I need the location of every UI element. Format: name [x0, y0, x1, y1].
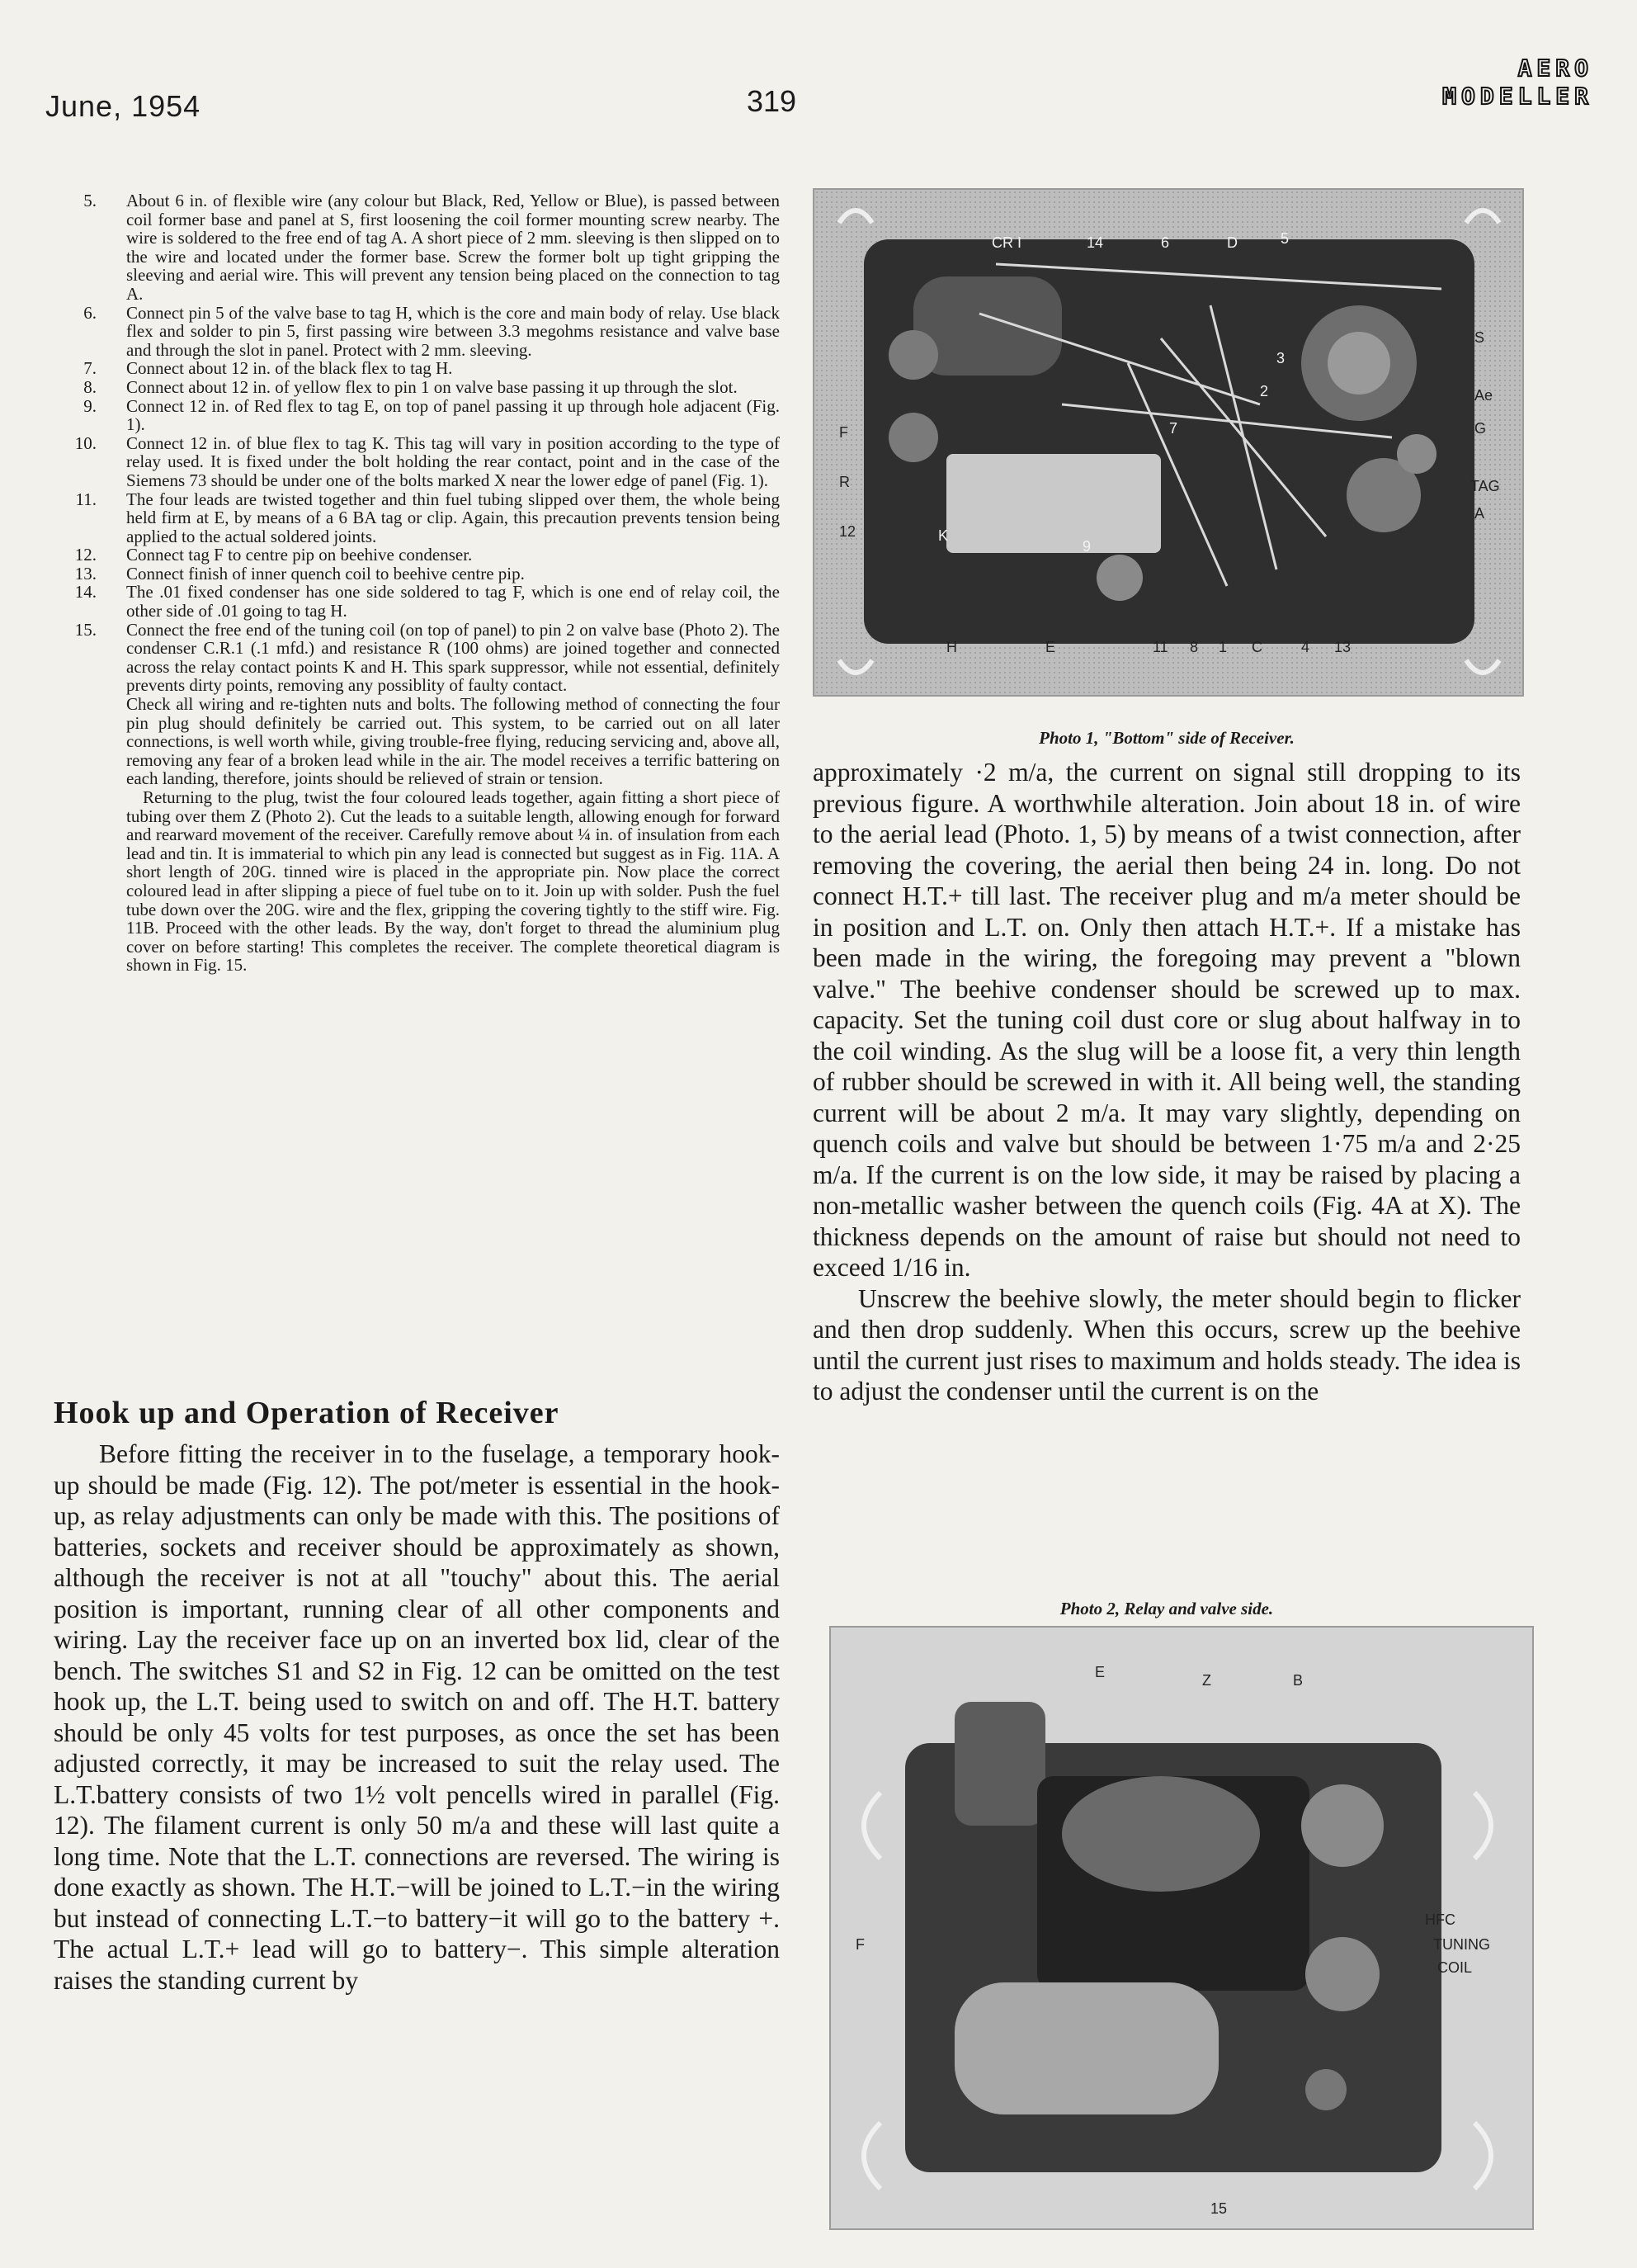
photo1-label-g: G: [1474, 420, 1487, 437]
logo-line-2: MODELLER: [1442, 83, 1593, 110]
plug-paragraph: Returning to the plug, twist the four coloured leads together, again fitting a short piece of tubing over them Z (Photo 2). Cut the leads to a suitable length, allowing enough for forward and rearward movement of the receiver. Carefully remove about ¼ in. of insulation from each lead and tin. It is immaterial to which pin any lead is connected but suggest as in Fig. 11A. A short length of 20G. tinned wire is placed in the appropriate pin. Now place the correct coloured lead in after slipping a piece of fuel tube on to it. Join up with solder. Push the fuel tube down over the 20G. wire and the flex, gripping the covering tightly to the stiff wire. Fig. 11B. Proceed with the other leads. By the way, don't forget to thread the aluminium plug cover on before starting! This completes the receiver. The complete theoretical diagram is shown in Fig. 15.: [126, 787, 780, 976]
photo1-label-c: C: [1252, 639, 1262, 655]
photo1-label-8: 8: [1190, 639, 1199, 655]
photo2-label-b: B: [1293, 1672, 1304, 1689]
photo1-label-k: K: [938, 527, 949, 544]
step-item: 11. The four leads are twisted together and thin fuel tubing slipped over them, the whole being held firm at E, by means of a 6 BA tag or clip. Again, this precaution prevents tension being applied to the actual soldered joints.: [75, 489, 780, 546]
photo1-label-e: E: [1045, 639, 1056, 655]
check-paragraph: Check all wiring and re-tighten nuts and bolts. The following method of connecting the four pin plug should definitely be carried out. This system, to be carried out on all later connections, is well worth while, giving trouble-free flying, reducing servicing and, above all, removing any fear of a broken lead while in the air. The model receives a terrific battering on each landing, therefore, joints should be relieved of strain or tension.: [126, 694, 780, 789]
photo1-label-2: 2: [1260, 383, 1269, 399]
step-item: 15. Connect the free end of the tuning coil (on top of panel) to pin 2 on valve base (Photo 2). The condenser C.R.1 (.1 mfd.) and resistance R (100 ohms) are joined together and connected across the relay contact points K and H. This spark suppressor, while not essential, definitely prevents dirty points, removing any possiblity of faulty contact.: [74, 619, 780, 696]
photo2-caption: Photo 2, Relay and valve side.: [1059, 1599, 1274, 1618]
photo2-label-hfc: HFC: [1425, 1911, 1455, 1928]
photo1-label-4: 4: [1301, 639, 1310, 655]
photo1-label-tag: TAG: [1470, 478, 1500, 494]
photo1-label-s: S: [1474, 329, 1485, 346]
right-column: [813, 757, 1521, 1407]
photo1-label-h: H: [946, 639, 957, 655]
hookup-paragraph: Before fitting the receiver in to the fuselage, a temporary hook-up should be made (Fig. 12). The pot/meter is essential in the hook-up, as relay adjustments can only be made with this. The positions of batteries, sockets and receiver should be approximately as shown, although the receiver is not at all "touchy" about this. The aerial position is important, running clear of all other components and wiring. Lay the receiver face up on an inverted box lid, clear of the bench. The switches S1 and S2 in Fig. 12 can be omitted on the test hook up, the L.T. being used to switch on and off. The H.T. battery should be only 45 volts for test purposes, as once the set has been adjusted correctly, it may be increased to suit the relay used. The L.T.battery consists of two 1½ volt pencells wired in parallel (Fig. 12). The filament current is only 50 m/a and these will last quite a long time. Note that the L.T. connections are reversed. The wiring is done exactly as shown. The H.T.−will be joined to L.T.−in the wiring but instead of connecting L.T.−to battery−it will go to the battery +. The actual L.T.+ lead will go to battery−. This simple alteration raises the standing current by: [54, 1439, 780, 1995]
photo1-label-6: 6: [1161, 234, 1170, 251]
page-date: June, 1954: [45, 89, 201, 123]
magazine-logo: [1349, 54, 1593, 111]
photo1-label-7: 7: [1169, 420, 1178, 437]
photo1-label-f: F: [839, 424, 848, 441]
logo-line-1: AERO: [1517, 54, 1593, 82]
photo1-label-5: 5: [1281, 230, 1290, 247]
photo1-label-12: 12: [839, 523, 856, 540]
hookup-column: [54, 1439, 780, 1996]
photo1-label-d: D: [1227, 234, 1238, 251]
step-item: 6. Connect pin 5 of the valve base to tag H, which is the core and main body of relay. Use black flex and solder to pin 5, first passing wire between 3.3 megohms resistance and valve base and through the slot in panel. Protect with 2 mm. sleeving.: [83, 302, 780, 360]
photo1-caption: Photo 1, "Bottom" side of Receiver.: [1039, 728, 1295, 748]
step-item: 8. Connect about 12 in. of yellow flex to pin 1 on valve base passing it up through the slot.: [83, 376, 738, 397]
step-item: 10. Connect 12 in. of blue flex to tag K. This tag will vary in position according to the type of relay used. It is fixed under the bolt holding the rear contact, point and in the case of the Siemens 73 should be under one of the bolts marked X near the lower edge of panel (Fig. 1).: [74, 432, 780, 490]
photo1-label-3: 3: [1276, 350, 1286, 366]
photo-relay-valve-side: [829, 1626, 1534, 2230]
photo-receiver-bottom: [813, 188, 1524, 697]
right-paragraph-1: approximately ·2 m/a, the current on signal still dropping to its previous figure. A worthwhile alteration. Join about 18 in. of wire to the aerial lead (Photo. 1, 5) by means of a twist connection, after removing the covering, the aerial then being 24 in. long. Do not connect H.T.+ till last. The receiver plug and m/a meter should be in position and L.T. on. Only then attach H.T.+. If a mistake has been made in the wiring, the foregoing may prevent a "blown valve." The beehive condenser should be screwed up to max. capacity. Set the tuning coil dust core or slug about halfway in to the coil winding. As the slug will be a loose fit, a very thin length of rubber should be screwed in with it. All being well, the standing current will be about 2 m/a. It may vary slightly, depending on quench coils and valve but should be between 1·75 m/a and 2·25 m/a. If the current is on the low side, it may be raised by placing a non-metallic washer between the quench coils (Fig. 4A at X). The thickness depends on the amount of raise but should not need to exceed 1/16 in.: [813, 758, 1521, 1282]
step-item: 9. Connect 12 in. of Red flex to tag E, on top of panel passing it up through hole adjacent (Fig. 1).: [83, 395, 780, 435]
photo1-label-13: 13: [1334, 639, 1352, 655]
step-item: 5. About 6 in. of flexible wire (any colour but Black, Red, Yellow or Blue), is passed between coil former base and panel at S, first loosening the coil former mounting screw nearby. The wire is soldered to the free end of tag A. A short piece of 2 mm. sleeving is then slipped on to the wire and located under the former base. Screw the former bolt up tight gripping the sleeving and aerial wire. This will prevent any tension being placed on the connection to tag A.: [83, 191, 780, 304]
photo1-label-ae: Ae: [1474, 387, 1493, 404]
right-paragraph-2: Unscrew the beehive slowly, the meter should begin to flicker and then drop suddenly. When this occurs, screw up the beehive until the current just rises to maximum and holds steady. The idea is to adjust the condenser until the current is on the: [813, 1283, 1521, 1406]
step-item: 7. Connect about 12 in. of the black flex to tag H.: [83, 358, 453, 379]
photo2-label-e: E: [1095, 1664, 1106, 1680]
photo1-label-11: 11: [1153, 639, 1168, 655]
photo2-label-f: F: [856, 1936, 865, 1953]
section-heading: Hook up and Operation of Receiver: [54, 1396, 559, 1430]
photo1-label-14: 14: [1087, 234, 1104, 251]
photo1-label-r: R: [839, 474, 850, 490]
page-number: 319: [747, 84, 797, 118]
photo1-label-9: 9: [1083, 538, 1092, 555]
step-item: 12. Connect tag F to centre pip on beehive condenser.: [74, 545, 473, 565]
photo1-label-1: 1: [1219, 639, 1228, 655]
step-item: 13. Connect finish of inner quench coil to beehive centre pip.: [74, 563, 525, 584]
receiver-bottom-illustration: [814, 190, 1522, 695]
relay-valve-illustration: [831, 1628, 1532, 2228]
photo2-label-coil: COIL: [1437, 1959, 1473, 1976]
photo2-label-15: 15: [1210, 2200, 1228, 2217]
photo1-label-cr1: CR I: [992, 234, 1021, 251]
step-item: 14. The .01 fixed condenser has one side soldered to tag F, which is one end of relay coil, the other side of .01 going to tag H.: [74, 582, 780, 621]
assembly-steps: [45, 191, 780, 975]
photo2-label-tuning: TUNING: [1433, 1936, 1490, 1953]
photo1-label-a: A: [1474, 505, 1485, 522]
photo2-label-z: Z: [1202, 1672, 1211, 1689]
